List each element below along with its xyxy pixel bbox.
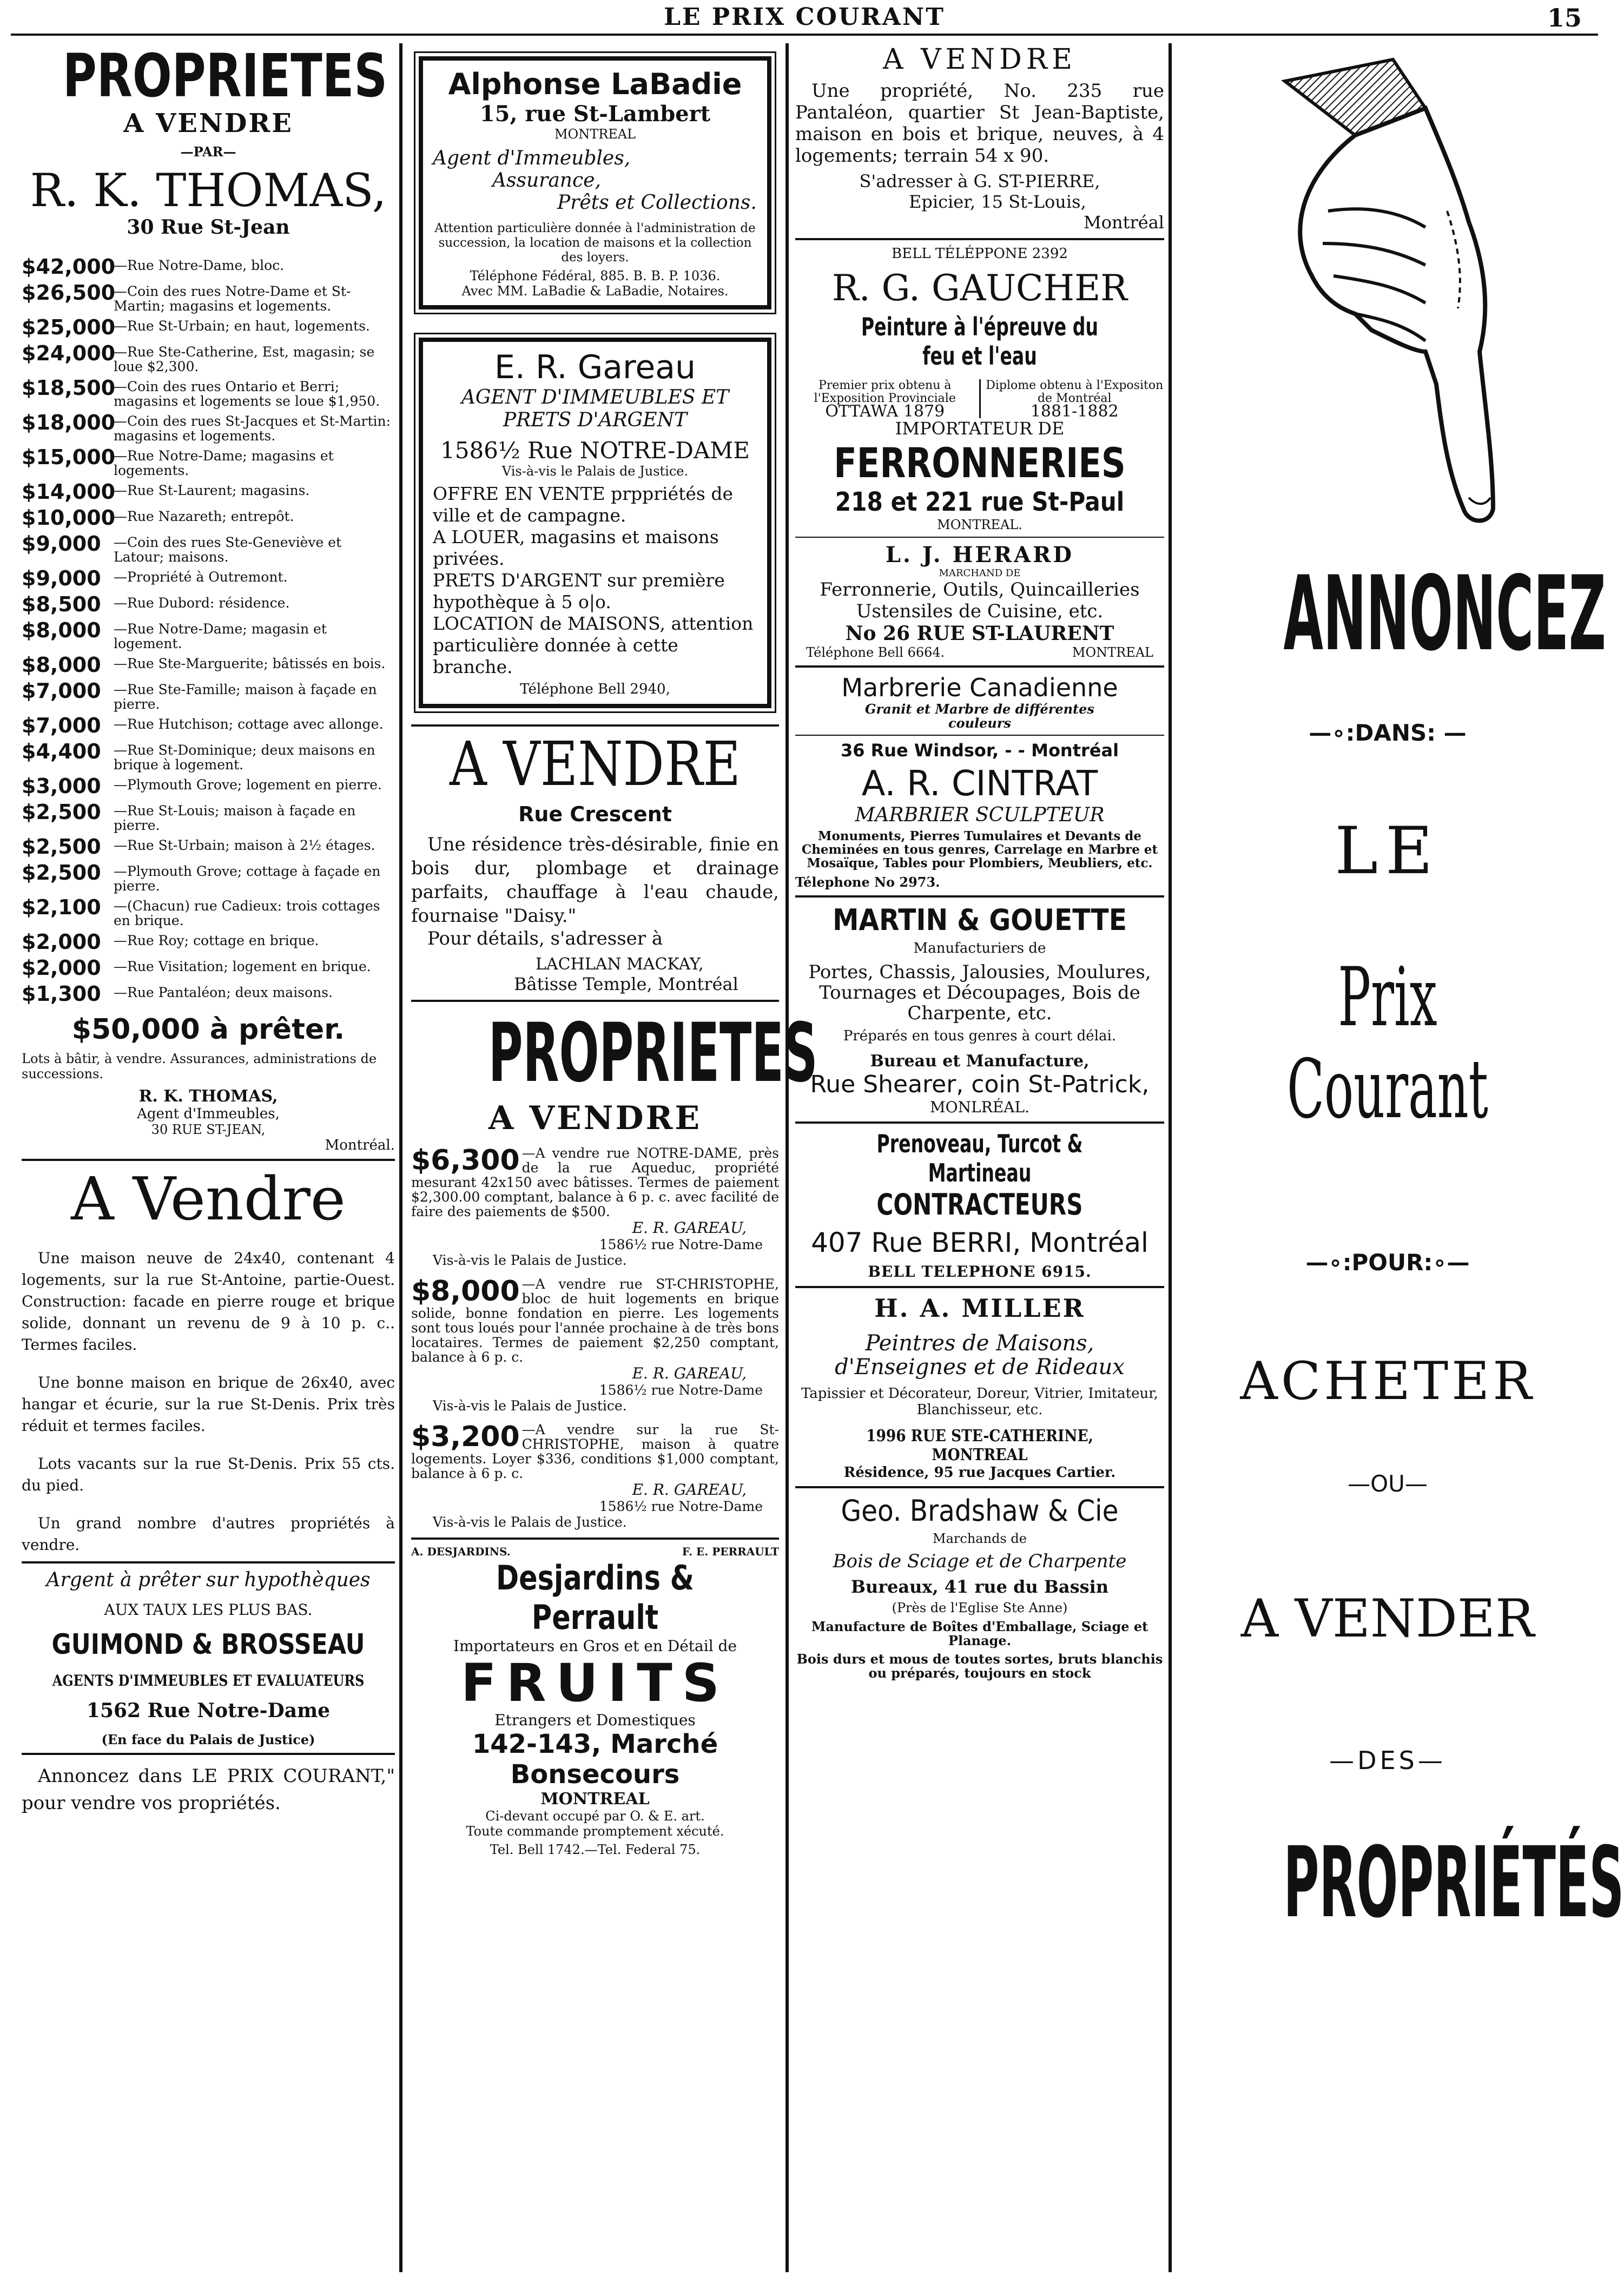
- gareau-b2: A LOUER, magasins et maisons privées.: [433, 526, 719, 569]
- desjardins-city: MONTREAL: [540, 1790, 650, 1809]
- herard-ad: [795, 542, 1164, 660]
- listing-row: [22, 835, 395, 859]
- labadie-name: Alphonse LaBadie: [448, 67, 742, 101]
- listing-desc: —Plymouth Grove; logement en pierre.: [114, 777, 382, 793]
- gaucher-awards: [795, 379, 1164, 421]
- listing-desc: —Rue Nazareth; entrepôt.: [114, 509, 294, 524]
- listing-price: $2,500: [22, 861, 101, 885]
- divider: [795, 895, 1164, 898]
- listing-row: [22, 800, 395, 833]
- listing-row: [22, 774, 395, 798]
- listing-desc: —Rue St-Laurent; magasins.: [114, 483, 310, 498]
- props-item-sig: E. R. GAREAU,: [632, 1219, 747, 1237]
- gaucher-award-left-year: OTTAWA 1879: [825, 402, 945, 421]
- avendre-p1: Une maison neuve de 24x40, contenant 4 logements, sur la rue St-Antoine, partie-Ouest. Construction: facade en pierre rouge et brique solide, donnant un revenu de 9 à 10 p. c.. Termes faciles.: [22, 1249, 395, 1354]
- listing-desc: —Rue Hutchison; cottage avec allonge.: [114, 716, 384, 732]
- listing-row: [22, 376, 395, 408]
- labadie-l1: Agent d'Immeubles,: [433, 147, 631, 169]
- listing-desc: —Plymouth Grove; cottage à façade en pierre.: [114, 863, 381, 894]
- gaucher-award-right-text: Diplome obtenu à l'Expositon de Montréal: [986, 379, 1164, 405]
- prenoveau-ad: [795, 1129, 1164, 1281]
- col4-des: —DES—: [1329, 1746, 1446, 1775]
- labadie-addr: 15, rue St-Lambert: [479, 101, 711, 127]
- labadie-tel: Téléphone Fédéral, 885. B. B. P. 1036.: [470, 268, 721, 283]
- col4-prix: Prix Courant: [1287, 951, 1488, 1137]
- divider: [795, 735, 1164, 736]
- column-divider: [785, 43, 789, 2272]
- listing-price: $18,000: [22, 411, 116, 434]
- listing-desc: —Rue St-Louis; maison à façade en pierre.: [114, 803, 356, 833]
- labadie-l2: Assurance,: [492, 169, 601, 192]
- listing-price: $2,100: [22, 895, 101, 919]
- gaucher-ad: [795, 246, 1164, 532]
- column-4: [1179, 43, 1624, 2272]
- col4-annoncez: ANNONCEZ: [1283, 554, 1606, 674]
- listing-desc: —Coin des rues Ontario et Berri; magasins et logements se loue $1,950.: [114, 379, 380, 409]
- props-item-sig-addr: 1586½ rue Notre-Dame: [599, 1499, 763, 1514]
- martin-l2: Préparés en tous genres à court délai.: [843, 1028, 1117, 1044]
- listing-price: $8,500: [22, 592, 101, 616]
- column-2: [411, 43, 818, 2272]
- divider: [22, 1561, 395, 1563]
- divider: [795, 537, 1164, 538]
- desjardins-l2: Etrangers et Domestiques: [494, 1711, 696, 1729]
- marbrerie-name: A. R. CINTRAT: [861, 764, 1098, 804]
- props-item-sig-vis: Vis-à-vis le Palais de Justice.: [433, 1252, 627, 1268]
- miller-l1: Peintres de Maisons, d'Enseignes et de Rideaux: [835, 1331, 1125, 1380]
- avendre-p2: Une bonne maison en brique de 26x40, avec hangar et écurie, sur la rue St-Denis. Prix très réduit et termes faciles.: [22, 1374, 395, 1435]
- crescent-ad: [411, 729, 779, 994]
- gareau-name: E. R. Gareau: [494, 348, 696, 386]
- guimond-l2: AUX TAUX LES PLUS BAS.: [104, 1601, 313, 1619]
- gareau-addr: 1586½ Rue NOTRE-DAME: [440, 437, 750, 464]
- listing-desc: —Rue Notre-Dame; magasin et logement.: [114, 621, 327, 651]
- gaucher-imp: IMPORTATEUR DE: [895, 418, 1065, 439]
- crescent-body: Une résidence très-désirable, finie en bois dur, plombage et drainage parfaits, chauffage à l'eau chaude, fournaise "Daisy.": [411, 834, 779, 927]
- props-item-price: $6,300: [411, 1144, 520, 1177]
- stpierre-contact: S'adresser à G. ST-PIERRE,: [859, 171, 1100, 192]
- bradshaw-l5: Bois durs et mous de toutes sortes, bruts blanchis ou préparés, toujours en stock: [796, 1651, 1163, 1681]
- pointing-hand-icon: [1263, 49, 1512, 536]
- props-listings: [411, 1146, 779, 1530]
- desjardins-tel: Tel. Bell 1742.—Tel. Federal 75.: [490, 1842, 701, 1857]
- divider: [795, 1121, 1164, 1124]
- col4-le: LE: [1335, 814, 1441, 889]
- page-header: [0, 0, 1609, 38]
- listing-desc: —Rue St-Urbain; en haut, logements.: [114, 318, 370, 334]
- miller-name: H. A. MILLER: [874, 1294, 1085, 1323]
- props-item: [411, 1422, 779, 1530]
- herard-footer: [795, 645, 1164, 660]
- annoncez-note: Annoncez dans LE PRIX COURANT," pour vendre vos propriétés.: [22, 1765, 395, 1814]
- bradshaw-l1: Marchands de: [933, 1531, 1027, 1546]
- listing-row: [22, 861, 395, 893]
- gaucher-addr: 218 et 221 rue St-Paul: [835, 487, 1125, 517]
- listing-desc: —Rue Ste-Catherine, Est, magasin; se loue $2,300.: [114, 344, 375, 374]
- desjardins-name-right: F. E. PERRAULT: [682, 1545, 779, 1558]
- listing-row: [22, 411, 395, 443]
- divider: [22, 1159, 395, 1161]
- props-item-sig-vis: Vis-à-vis le Palais de Justice.: [433, 1398, 627, 1414]
- col4-acheter: ACHETER: [1240, 1351, 1535, 1411]
- avendre-p3: Lots vacants sur la rue St-Denis. Prix 55 cts. du pied.: [22, 1455, 395, 1494]
- listing-desc: —Rue Notre-Dame; magasins et logements.: [114, 448, 334, 478]
- listing-desc: —Coin des rues Notre-Dame et St-Martin; magasins et logements.: [114, 283, 351, 314]
- marbrerie-l2: MARBRIER SCULPTEUR: [855, 804, 1105, 826]
- bradshaw-addr: Bureaux, 41 rue du Bassin: [850, 1576, 1109, 1597]
- listing-row: [22, 982, 395, 1006]
- bradshaw-name: Geo. Bradshaw & Cie: [841, 1494, 1119, 1528]
- gareau-b3: PRETS D'ARGENT sur première hypothèque à 5 o|o.: [433, 570, 725, 612]
- listing-desc: —Rue St-Dominique; deux maisons en brique à logement.: [114, 742, 375, 773]
- herard-l2: Ferronnerie, Outils, Quincailleries: [820, 579, 1140, 601]
- thomas-par: —PAR—: [180, 144, 236, 160]
- miller-addr: 1996 RUE STE-CATHERINE, MONTREAL: [866, 1427, 1093, 1464]
- listing-price: $10,000: [22, 506, 116, 530]
- listing-price: $2,500: [22, 835, 101, 859]
- thomas-sig-addr: 30 RUE ST-JEAN,: [151, 1122, 266, 1137]
- props-item-text: —A vendre sur la rue St-CHRISTOPHE, maison à quatre logements. Loyer $336, conditions $1,000 comptant, balance à 6 p. c.: [411, 1422, 779, 1481]
- gareau-b1: OFFRE EN VENTE prppriétés de ville et de campagne.: [433, 483, 733, 526]
- gaucher-city: MONTREAL.: [937, 517, 1022, 532]
- avendre-p4: Un grand nombre d'autres propriétés à vendre.: [22, 1514, 395, 1554]
- listing-row: [22, 895, 395, 928]
- divider: [795, 1486, 1164, 1488]
- thomas-sig-name: R. K. THOMAS,: [138, 1087, 278, 1106]
- page-number: 15: [1547, 3, 1582, 32]
- gareau-ad: [419, 338, 771, 708]
- listing-price: $24,000: [22, 341, 116, 365]
- col4-props: PROPRIÉTÉS: [1283, 1826, 1624, 1939]
- divider: [411, 724, 779, 727]
- labadie-body: Attention particulière donnée à l'administration de succession, la location de maisons et la collection des loyers.: [434, 221, 756, 265]
- gaucher-award-left: [795, 379, 981, 421]
- prenoveau-name: Prenoveau, Turcot & Martineau: [876, 1129, 1083, 1187]
- crescent-title: A VENDRE: [449, 729, 741, 800]
- listing-price: $2,500: [22, 800, 101, 824]
- listing-price: $18,500: [22, 376, 116, 400]
- thomas-address: 30 Rue St-Jean: [127, 216, 290, 239]
- prenoveau-addr: 407 Rue BERRI, Montréal: [811, 1227, 1148, 1258]
- listing-price: $26,500: [22, 281, 116, 305]
- listing-desc: —Rue Pantaléon; deux maisons.: [114, 985, 333, 1000]
- crescent-contact: Pour détails, s'adresser à: [427, 928, 663, 949]
- props-item-sig: E. R. GAREAU,: [632, 1364, 747, 1382]
- gaucher-tel: BELL TÉLÉPPONE 2392: [892, 246, 1068, 262]
- miller-res: Résidence, 95 rue Jacques Cartier.: [843, 1464, 1116, 1481]
- thomas-loan: $50,000 à prêter.: [71, 1013, 345, 1046]
- thomas-subtitle: A VENDRE: [123, 108, 293, 138]
- marbrerie-ad: [795, 673, 1164, 890]
- listing-price: $25,000: [22, 315, 116, 339]
- listing-row: [22, 930, 395, 954]
- header-rule: [11, 34, 1598, 36]
- props-item-sig-addr: 1586½ rue Notre-Dame: [599, 1237, 763, 1252]
- thomas-name: R. K. THOMAS,: [30, 164, 387, 217]
- gaucher-award-right-year: 1881-1882: [1030, 402, 1119, 421]
- listing-price: $3,000: [22, 774, 101, 798]
- desjardins-ad: [411, 1545, 779, 1857]
- listing-price: $1,300: [22, 982, 101, 1006]
- miller-ad: [795, 1294, 1164, 1481]
- martin-name: MARTIN & GOUETTE: [833, 903, 1127, 937]
- listing-price: $14,000: [22, 480, 116, 504]
- stpierre-city: Montréal: [1083, 212, 1164, 233]
- labadie-city: MONTREAL: [554, 127, 636, 142]
- listing-row: [22, 956, 395, 980]
- crescent-sub: Rue Crescent: [518, 802, 672, 826]
- bradshaw-l3: (Près de l'Eglise Ste Anne): [892, 1600, 1068, 1615]
- listing-desc: —(Chacun) rue Cadieux: trois cottages en brique.: [114, 898, 380, 928]
- listing-desc: —Coin des rues Ste-Geneviève et Latour; maisons.: [114, 535, 342, 565]
- listing-row: [22, 566, 395, 590]
- martin-city: MONLRÉAL.: [930, 1098, 1029, 1116]
- crescent-addr: Bâtisse Temple, Montréal: [514, 974, 738, 994]
- props-item-sig-addr: 1586½ rue Notre-Dame: [599, 1382, 763, 1398]
- desjardins-title: Desjardins & Perrault: [496, 1558, 695, 1637]
- gareau-vis: Vis-à-vis le Palais de Justice.: [501, 464, 689, 479]
- listing-row: [22, 315, 395, 339]
- guimond-l1: Argent à prêter sur hypothèques: [46, 1569, 371, 1591]
- martin-body: Portes, Chassis, Jalousies, Moulures, Tournages et Découpages, Bois de Charpente, etc.: [808, 961, 1151, 1024]
- props-item-sig: E. R. GAREAU,: [632, 1481, 747, 1499]
- listing-price: $7,000: [22, 679, 101, 703]
- stpierre-title: A VENDRE: [883, 43, 1077, 76]
- divider: [411, 1000, 779, 1002]
- herard-l3: Ustensiles de Cuisine, etc.: [856, 601, 1104, 622]
- thomas-ad: [22, 43, 395, 1153]
- listing-price: $2,000: [22, 956, 101, 980]
- guimond-addr: 1562 Rue Notre-Dame: [86, 1699, 331, 1722]
- listing-row: [22, 714, 395, 737]
- listing-row: [22, 740, 395, 772]
- listing-price: $42,000: [22, 255, 116, 279]
- thomas-title: PROPRIETES: [62, 41, 388, 110]
- listing-row: [22, 341, 395, 374]
- listing-row: [22, 592, 395, 616]
- marbrerie-l1: Granit et Marbre de différentes couleurs: [865, 701, 1094, 731]
- guimond-l3: AGENTS D'IMMEUBLES ET EVALUATEURS: [52, 1672, 365, 1690]
- labadie-ad: [419, 56, 771, 309]
- thomas-lots: Lots à bâtir, à vendre. Assurances, administrations de successions.: [22, 1051, 377, 1081]
- props-item-text: —A vendre rue NOTRE-DAME, près de la rue Aqueduc, propriété mesurant 42x150 avec bâtisses. Termes de paiement $2,300.00 comptant, balance à 6 p. c. avec facilité de faire des paiements de $500.: [411, 1145, 779, 1219]
- column-3: [795, 43, 1164, 2272]
- listing-desc: —Rue Ste-Marguerite; bâtissés en bois.: [114, 656, 386, 671]
- listing-desc: —Rue St-Urbain; maison à 2½ étages.: [114, 837, 375, 853]
- herard-addr: No 26 RUE ST-LAURENT: [845, 622, 1114, 645]
- listing-row: [22, 532, 395, 564]
- desjardins-names: [411, 1545, 779, 1558]
- divider: [411, 1538, 779, 1540]
- listing-desc: —Rue Ste-Famille; maison à façade en pierre.: [114, 682, 377, 712]
- listing-price: $2,000: [22, 930, 101, 954]
- gaucher-tag: Peinture à l'épreuve du feu et l'eau: [861, 312, 1099, 371]
- gaucher-award-left-text: Premier prix obtenu à l'Exposition Provinciale: [814, 379, 956, 405]
- props-item-body: [411, 1277, 779, 1364]
- listing-desc: —Rue Roy; cottage en brique.: [114, 933, 319, 948]
- marbrerie-addr: 36 Rue Windsor, - - Montréal: [840, 740, 1119, 761]
- marbrerie-title: Marbrerie Canadienne: [841, 673, 1118, 702]
- herard-name: L. J. HERARD: [885, 542, 1074, 568]
- listing-desc: —Rue Dubord: résidence.: [114, 595, 290, 611]
- martin-l1: Manufacturiers de: [913, 940, 1046, 956]
- desjardins-l3: Ci-devant occupé par O. & E. art.: [485, 1809, 705, 1824]
- listing-row: [22, 618, 395, 651]
- herard-city: MONTREAL: [1072, 645, 1153, 660]
- props-title: PROPRIETES: [488, 1006, 818, 1100]
- stpierre-l1: Epicier, 15 St-Louis,: [909, 192, 1086, 212]
- guimond-name: GUIMOND & BROSSEAU: [51, 1628, 365, 1661]
- thomas-sig-city: Montréal.: [325, 1137, 395, 1153]
- bradshaw-l4: Manufacture de Boîtes d'Emballage, Sciage et Planage.: [811, 1619, 1148, 1648]
- col4-avendre: A VENDER: [1240, 1588, 1535, 1649]
- divider: [22, 1753, 395, 1755]
- marbrerie-tel: Télephone No 2973.: [795, 874, 940, 890]
- martin-ad: [795, 903, 1164, 1116]
- listing-row: [22, 480, 395, 504]
- divider: [795, 1286, 1164, 1288]
- listing-price: $9,000: [22, 566, 101, 590]
- desjardins-fruits: FRUITS: [461, 1653, 729, 1713]
- bradshaw-ad: [795, 1494, 1164, 1680]
- prenoveau-l1: CONTRACTEURS: [876, 1187, 1083, 1222]
- props-sub: A VENDRE: [488, 1099, 702, 1137]
- listing-price: $9,000: [22, 532, 101, 556]
- column-1: [22, 43, 395, 2272]
- gareau-tel: Téléphone Bell 2940,: [520, 681, 670, 697]
- thomas-listings: [22, 255, 395, 1006]
- props-item-sig-vis: Vis-à-vis le Palais de Justice.: [433, 1514, 627, 1530]
- listing-row: [22, 653, 395, 677]
- listing-price: $4,400: [22, 740, 101, 763]
- listing-desc: —Propriété à Outremont.: [114, 569, 288, 585]
- divider: [795, 665, 1164, 668]
- gaucher-award-right: [981, 379, 1165, 421]
- gareau-b4: LOCATION de MAISONS, attention particulière donnée à cette branche.: [433, 613, 754, 677]
- props-item-text: —A vendre rue ST-CHRISTOPHE, bloc de huit logements en brique solide, bonne fondation en pierre. Les logements sont tous loués pour l'année prochaine à de très bons locataires. Termes de paiement $2,250 comptant, balance à 6 p. c.: [411, 1276, 779, 1365]
- guimond-ad: [22, 1569, 395, 1747]
- listing-row: [22, 255, 395, 279]
- herard-tel: Téléphone Bell 6664.: [806, 645, 945, 660]
- stpierre-ad: [795, 43, 1164, 233]
- column-divider: [399, 43, 402, 2272]
- gaucher-ferr: FERRONNERIES: [834, 439, 1126, 487]
- props-item-price: $3,200: [411, 1421, 520, 1453]
- listing-price: $8,000: [22, 618, 101, 642]
- divider: [795, 238, 1164, 240]
- props-item-body: [411, 1422, 779, 1481]
- bradshaw-l2: Bois de Sciage et de Charpente: [833, 1550, 1127, 1572]
- listing-row: [22, 506, 395, 530]
- marbrerie-body: Monuments, Pierres Tumulaires et Devants de Cheminées en tous genres, Carrelage en Marbre et Mosaïque, Tables pour Plombiers, Meubliers, etc.: [801, 829, 1158, 870]
- listing-price: $8,000: [22, 653, 101, 677]
- listing-row: [22, 679, 395, 711]
- props-item: [411, 1146, 779, 1268]
- miller-body: Tapissier et Décorateur, Doreur, Vitrier, Imitateur, Blanchisseur, etc.: [801, 1385, 1159, 1418]
- avendre-title: A Vendre: [71, 1164, 346, 1233]
- martin-l3: Bureau et Manufacture,: [870, 1052, 1090, 1071]
- thomas-sig-title: Agent d'Immeubles,: [137, 1106, 280, 1122]
- desjardins-addr: 142-143, Marché Bonsecours: [472, 1729, 718, 1790]
- gareau-l1: AGENT D'IMMEUBLES ET PRETS D'ARGENT: [461, 386, 729, 431]
- listing-row: [22, 445, 395, 478]
- crescent-name: LACHLAN MACKAY,: [536, 955, 704, 974]
- col4-dans: —∘:DANS: —: [1309, 720, 1467, 746]
- listing-desc: —Coin des rues St-Jacques et St-Martin: magasins et logements.: [114, 413, 391, 444]
- desjardins-l4: Toute commande promptement xécuté.: [466, 1824, 724, 1839]
- col4-ou: —OU—: [1348, 1470, 1428, 1497]
- herard-l1: MARCHAND DE: [939, 568, 1021, 579]
- gareau-props-ad: [411, 1006, 818, 1530]
- prenoveau-tel: BELL TELEPHONE 6915.: [868, 1263, 1092, 1281]
- guimond-l4: (En face du Palais de Justice): [101, 1732, 315, 1747]
- newspaper-title: LE PRIX COURANT: [664, 3, 945, 31]
- listing-desc: —Rue Notre-Dame, bloc.: [114, 258, 285, 273]
- listing-row: [22, 281, 395, 313]
- labadie-l3: Prêts et Collections.: [557, 192, 757, 214]
- props-item: [411, 1277, 779, 1414]
- column-divider: [1169, 43, 1172, 2272]
- props-item-body: [411, 1146, 779, 1219]
- stpierre-body: Une propriété, No. 235 rue Pantaléon, quartier St Jean-Baptiste, maison en bois et brique, neuves, à 4 logements; terrain 54 x 90.: [795, 80, 1164, 167]
- martin-addr: Rue Shearer, coin St-Patrick,: [810, 1071, 1150, 1098]
- avendre-ad: [22, 1166, 395, 1556]
- col4-pour: —∘:POUR:∘—: [1305, 1249, 1470, 1276]
- desjardins-l1: Importateurs en Gros et en Détail de: [453, 1637, 737, 1655]
- gaucher-name: R. G. GAUCHER: [832, 267, 1127, 309]
- props-item-price: $8,000: [411, 1275, 520, 1308]
- labadie-avec: Avec MM. LaBadie & LaBadie, Notaires.: [461, 283, 729, 299]
- desjardins-name-left: A. DESJARDINS.: [411, 1545, 511, 1558]
- listing-price: $15,000: [22, 445, 116, 469]
- listing-desc: —Rue Visitation; logement en brique.: [114, 959, 371, 974]
- listing-price: $7,000: [22, 714, 101, 737]
